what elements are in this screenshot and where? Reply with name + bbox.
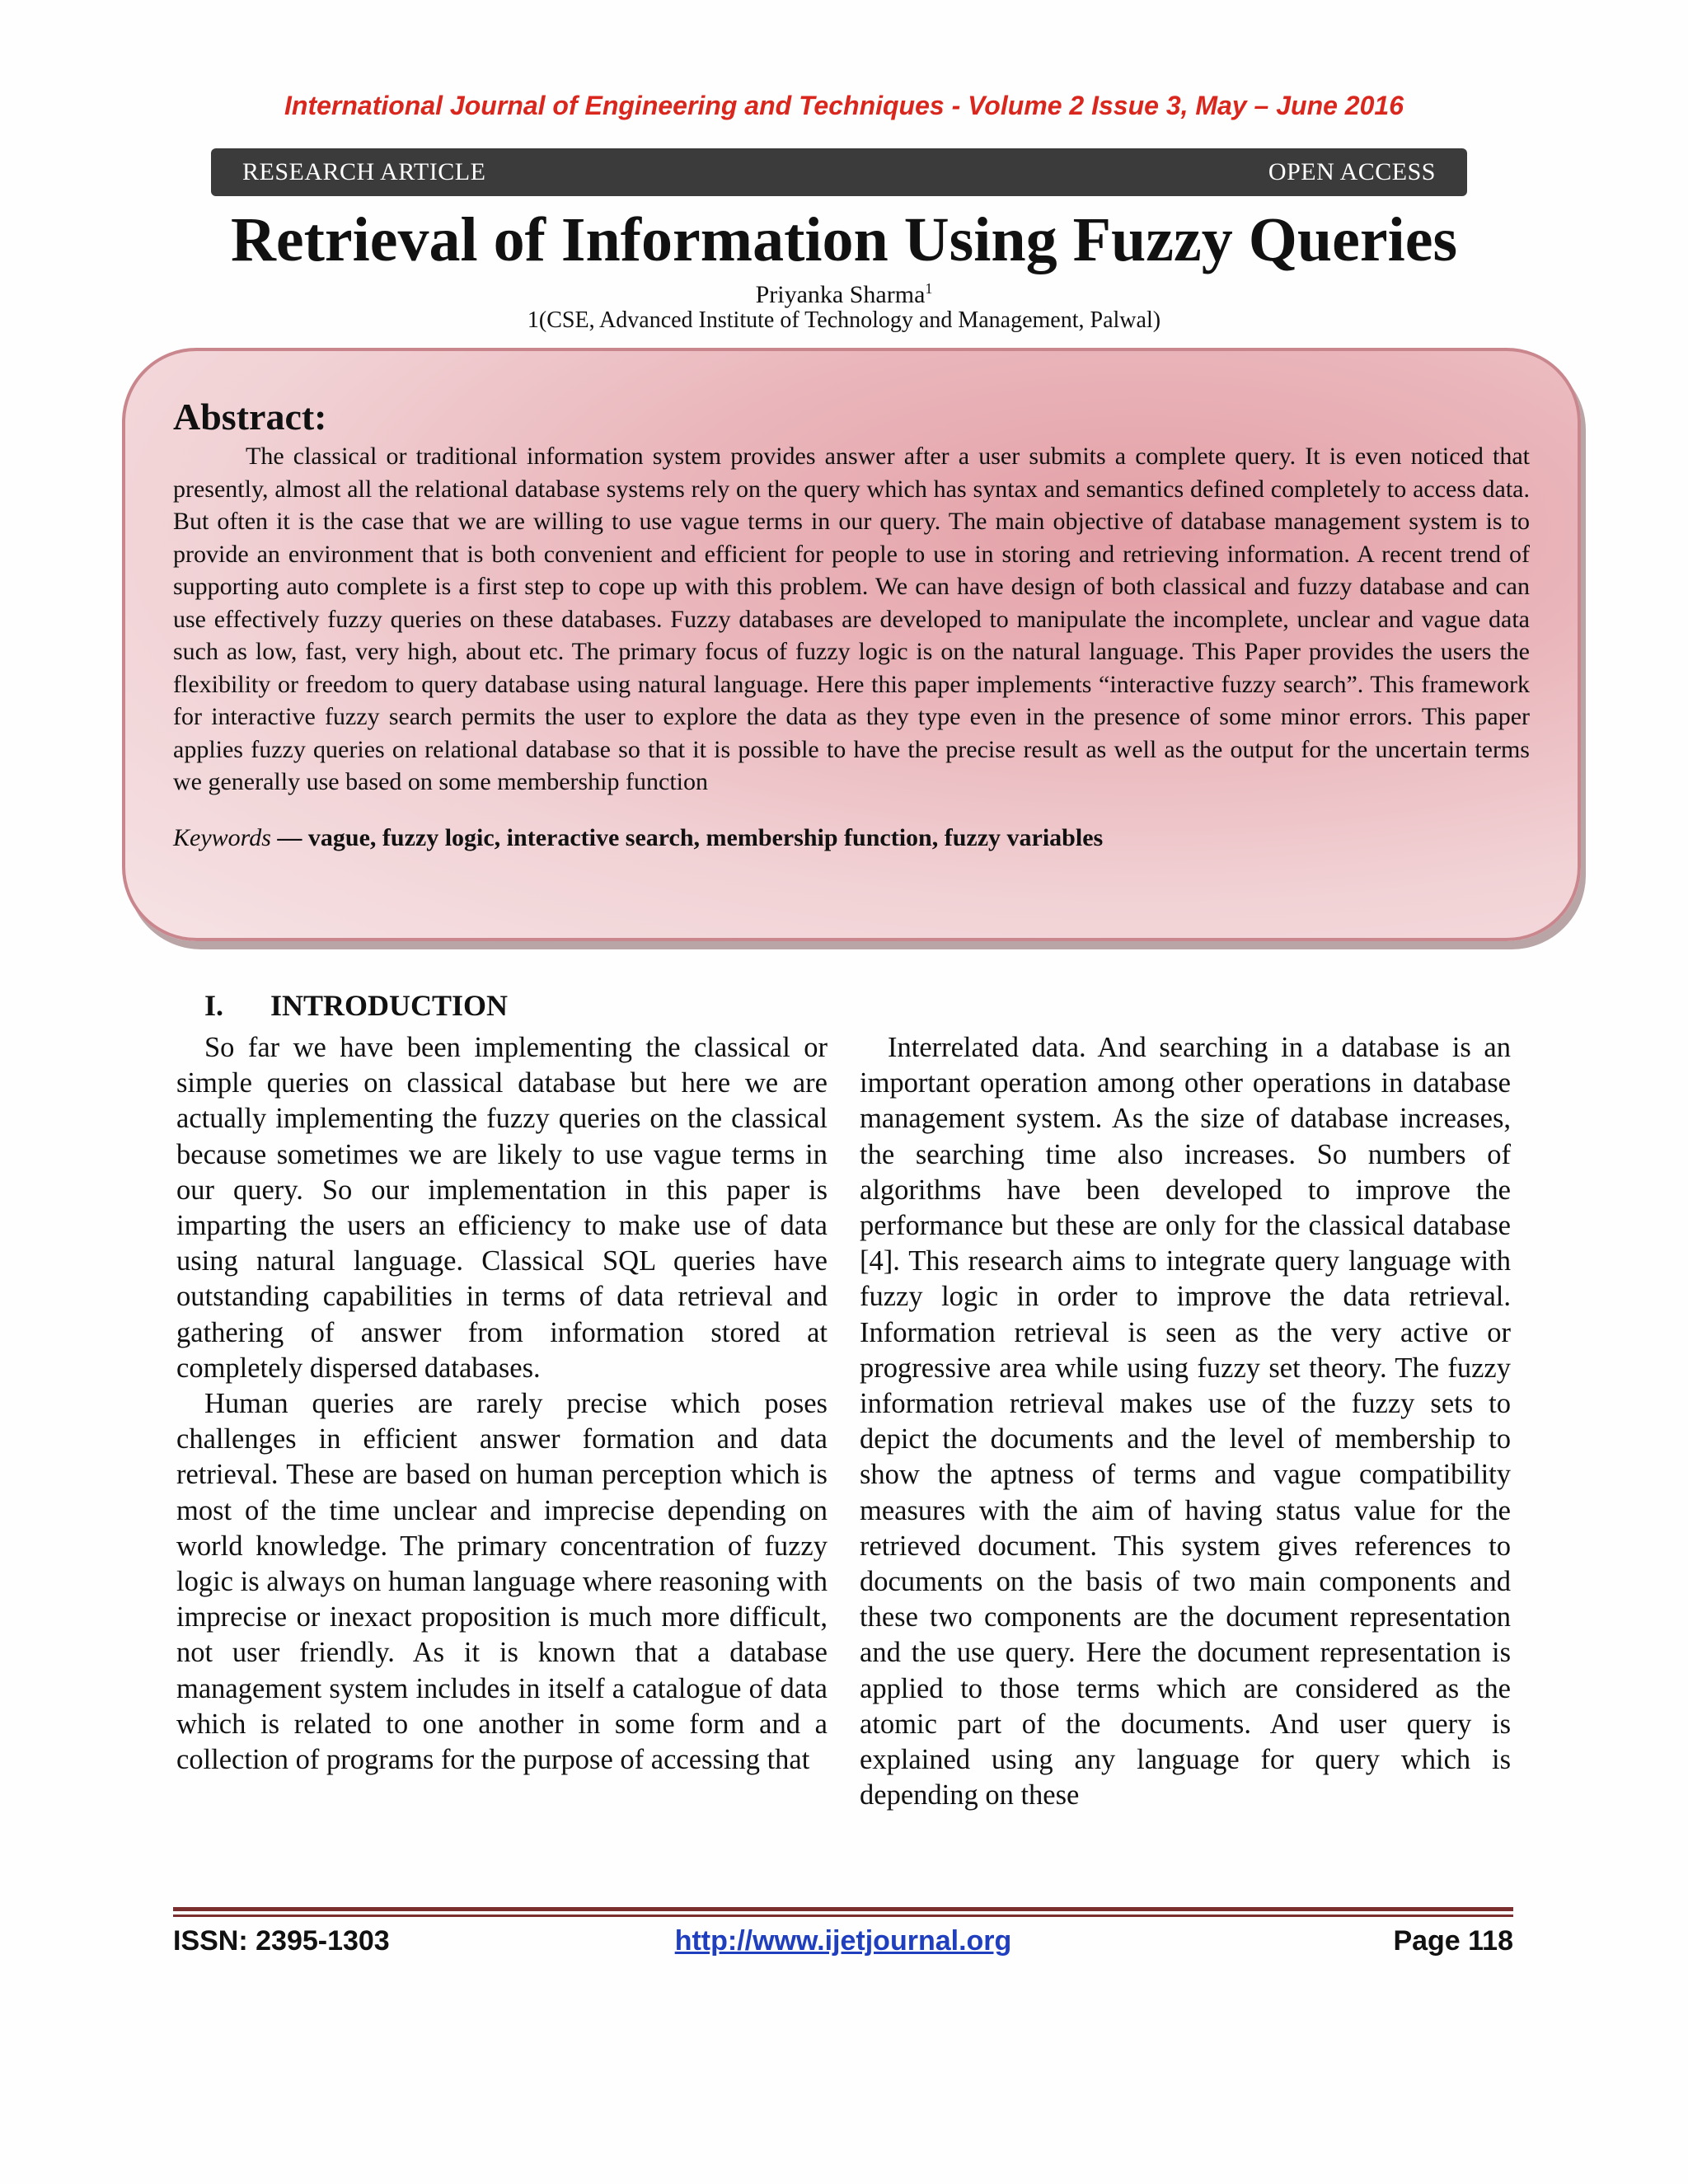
keywords-label: Keywords bbox=[173, 823, 271, 851]
section-heading bbox=[204, 987, 508, 1024]
section-number: I. bbox=[204, 989, 224, 1022]
author-name: Priyanka Sharma bbox=[755, 281, 926, 308]
abstract-box bbox=[122, 348, 1581, 941]
keywords-line bbox=[173, 822, 1530, 855]
footer-issn: ISSN: 2395-1303 bbox=[173, 1925, 390, 1957]
journal-header: International Journal of Engineering and Techniques - Volume 2 Issue 3, May – June 2016 bbox=[284, 91, 1404, 120]
abstract-heading: Abstract: bbox=[173, 396, 327, 438]
footer-journal-link[interactable]: http://www.ijetjournal.org bbox=[674, 1925, 1012, 1957]
left-column bbox=[176, 1030, 828, 1778]
open-access-label: OPEN ACCESS bbox=[1268, 158, 1436, 185]
body-paragraph: Human queries are rarely precise which poses challenges in efficient answer formation and data retrieval. These are based on human perception which is most of the time unclear and imprecise depending on world knowledge. The primary concentration of fuzzy logic is always on human language where reasoning with imprecise or inexact proposition is much more difficult, not user friendly. As it is known that a database management system includes in itself a catalogue of data which is related to one another in some form and a collection of programs for the purpose of accessing that bbox=[176, 1388, 828, 1776]
page-footer bbox=[173, 1925, 1513, 1961]
research-article-label: RESEARCH ARTICLE bbox=[242, 158, 486, 185]
body-paragraph: So far we have been implementing the classical or simple queries on classical database but here we are actually implementing the fuzzy queries on the classical because sometimes we are likely to use vague terms in our query. So our implementation in this paper is imparting the users an efficiency to make use of data using natural language. Classical SQL queries have outstanding capabilities in terms of data retrieval and gathering of answer from information stored at completely dispersed databases. bbox=[176, 1032, 828, 1384]
body-paragraph: Interrelated data. And searching in a database is an important operation among other operations in database management system. As the size of database increases, the searching time also increases. So numbers of algorithms have been developed to improve the performance but these are only for the classical database [4]. This research aims to integrate query language with fuzzy logic in order to improve the data retrieval. Information retrieval is seen as the very active or progressive area while using fuzzy set theory. The fuzzy information retrieval makes use of the fuzzy sets to depict the documents and the level of membership to show the aptness of terms and vague compatibility measures with the aim of having status value for the retrieved document. This system gives references to documents on the basis of two main components and these two components are the document representation and the use query. Here the document representation is applied to those terms which are considered as the atomic part of the documents. And user query is explained using any language for query which is depending on these bbox=[860, 1032, 1511, 1811]
footer-page-number: Page 118 bbox=[1393, 1925, 1513, 1957]
abstract-text: The classical or traditional information system provides answer after a user submits a complete query. It is even noticed that presently, almost all the relational database systems rely on the query which has syntax and semantics defined completely to access data. But often it is the case that we are willing to use vague terms in our query. The main objective of database management system is to provide an environment that is both convenient and efficient for people to use in storing and retrieving information. A recent trend of supporting auto complete is a first step to cope up with this problem. We can have design of both classical and fuzzy database and can use effectively fuzzy queries on these databases. Fuzzy databases are developed to manipulate the incomplete, unclear and vague data such as low, fast, very high, about etc. The primary focus of fuzzy logic is on the natural language. This Paper provides the users the flexibility or freedom to query database using natural language. Here this paper implements “interactive fuzzy search”. This framework for interactive fuzzy search permits the user to explore the data as they type even in the presence of some minor errors. This paper applies fuzzy queries on relational database so that it is possible to have the precise result as well as the output for the uncertain terms we generally use based on some membership function bbox=[173, 443, 1530, 795]
paper-title: Retrieval of Information Using Fuzzy Queries bbox=[230, 205, 1458, 274]
footer-divider bbox=[173, 1907, 1513, 1920]
keywords-list: — vague, fuzzy logic, interactive search, membership function, fuzzy variables bbox=[270, 823, 1104, 851]
right-column bbox=[860, 1030, 1511, 1813]
article-type-banner bbox=[211, 148, 1467, 196]
section-title: INTRODUCTION bbox=[270, 989, 509, 1022]
author-superscript: 1 bbox=[925, 280, 933, 297]
author-line bbox=[0, 274, 1688, 310]
author-affiliation: 1(CSE, Advanced Institute of Technology and Management, Palwal) bbox=[527, 307, 1161, 333]
